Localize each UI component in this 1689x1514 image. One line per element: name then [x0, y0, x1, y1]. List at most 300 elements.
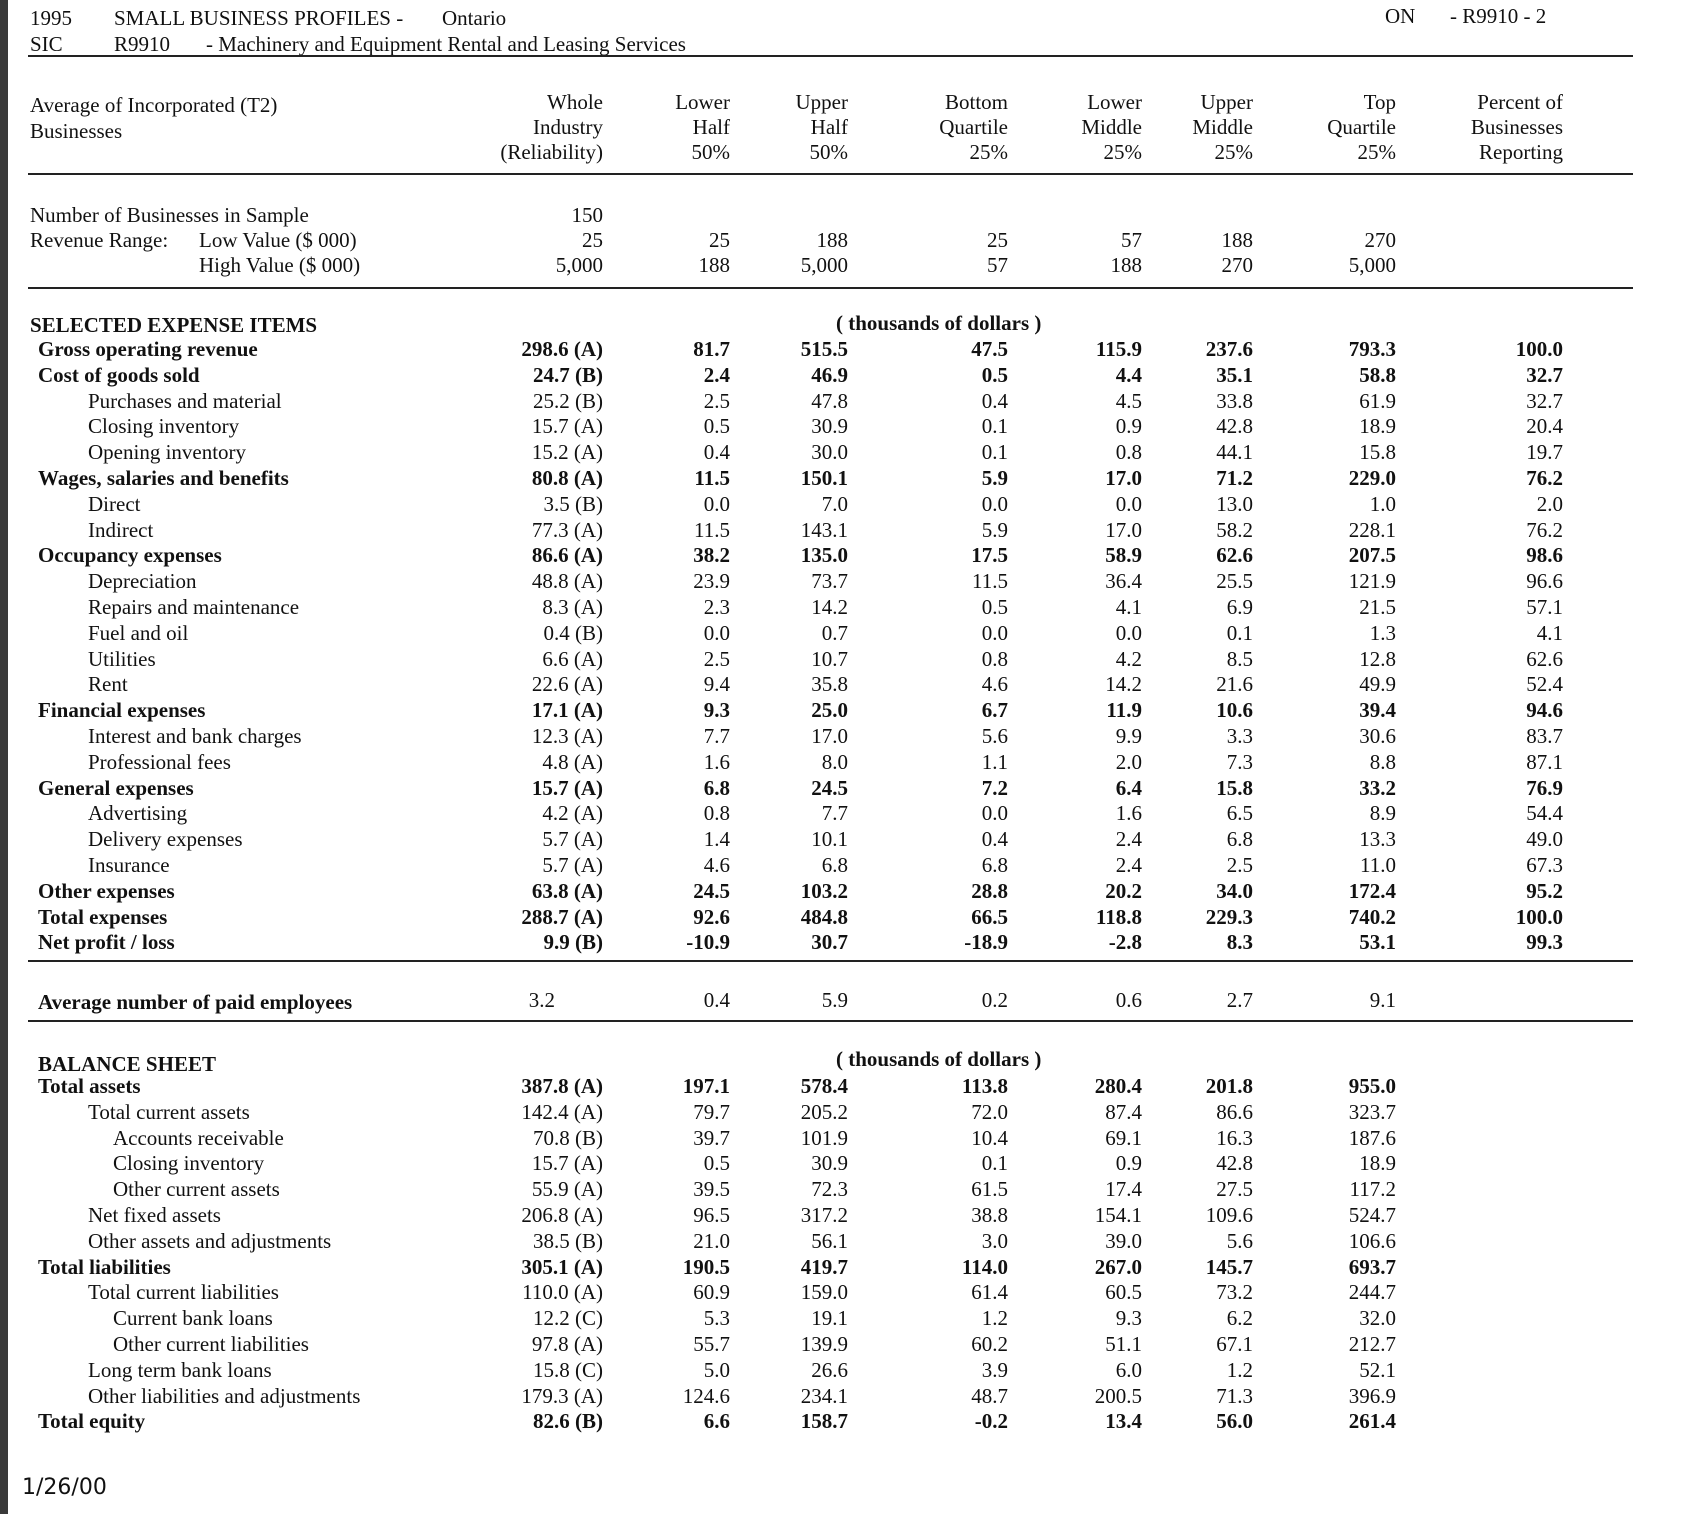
- cell-value: 5.7 (A): [542, 852, 603, 877]
- cell-value: 63.8 (A): [531, 878, 603, 903]
- cell-value: 55.9 (A): [531, 1177, 603, 1202]
- cell-value: 2.5: [703, 388, 730, 413]
- cell-value: 48.7: [971, 1383, 1008, 1408]
- table-row: [30, 750, 1563, 776]
- cell-value: 100.0: [1515, 337, 1563, 361]
- cell-value: 86.6 (A): [531, 543, 603, 568]
- sample-number-value: 150: [571, 203, 603, 227]
- row-label: Net fixed assets: [88, 1202, 221, 1227]
- cell-value: 5.0: [703, 1357, 730, 1382]
- cell-value: 76.9: [1526, 775, 1563, 800]
- cell-value: 28.8: [971, 878, 1008, 903]
- column-header-4-line-1: Middle: [1081, 115, 1142, 139]
- cell-value: 15.2 (A): [531, 440, 603, 465]
- cell-value: 54.4: [1526, 801, 1563, 826]
- cell-value: 9.9: [1115, 723, 1142, 748]
- cell-value: 0.1: [981, 1151, 1008, 1176]
- cell-value: 30.9: [811, 1151, 848, 1176]
- cell-value: 87.4: [1105, 1099, 1142, 1124]
- cell-value: 143.1: [800, 517, 848, 542]
- cell-value: 17.0: [1105, 465, 1142, 490]
- cell-value: 17.0: [1105, 517, 1142, 542]
- cell-value: 179.3 (A): [521, 1383, 603, 1408]
- cell-value: 77.3 (A): [531, 517, 603, 542]
- row-label: Financial expenses: [38, 698, 206, 723]
- cell-value: 25.2 (B): [533, 388, 603, 413]
- cell-value: 0.4: [981, 827, 1008, 852]
- cell-value: 207.5: [1348, 543, 1396, 568]
- cell-value: 11.5: [972, 569, 1008, 594]
- cell-value: 0.9: [1115, 414, 1142, 439]
- cell-value: 396.9: [1348, 1383, 1396, 1408]
- row-label: Delivery expenses: [88, 827, 243, 852]
- revenue-range-label: Revenue Range:: [30, 228, 169, 252]
- cell-value: 7.2: [981, 775, 1008, 800]
- cell-value: 61.4: [971, 1280, 1008, 1305]
- cell-value: 4.6: [981, 672, 1008, 697]
- expense-units-caption: ( thousands of dollars ): [836, 311, 1042, 335]
- cell-value: 5.6: [1226, 1228, 1253, 1253]
- employees-value: 9.1: [1369, 988, 1396, 1012]
- employees-value: 2.7: [1226, 988, 1253, 1012]
- row-label: Other current liabilities: [113, 1331, 309, 1356]
- cell-value: 4.4: [1115, 362, 1142, 387]
- row-label: Advertising: [88, 801, 188, 826]
- cell-value: 387.8 (A): [521, 1074, 603, 1098]
- cell-value: 298.6 (A): [521, 337, 603, 361]
- cell-value: 21.6: [1216, 672, 1253, 697]
- cell-value: 7.7: [703, 723, 730, 748]
- cell-value: 73.7: [811, 569, 848, 594]
- cell-value: 30.0: [811, 440, 848, 465]
- cell-value: 92.6: [693, 904, 730, 929]
- row-label: Accounts receivable: [113, 1125, 284, 1150]
- row-label: Insurance: [88, 852, 170, 877]
- cell-value: 955.0: [1348, 1074, 1396, 1098]
- cell-value: 2.4: [703, 362, 730, 387]
- row-label: Other assets and adjustments: [88, 1228, 332, 1253]
- cell-value: 72.3: [811, 1177, 848, 1202]
- table-row: [30, 1306, 1396, 1332]
- cell-value: 0.4: [981, 388, 1008, 413]
- cell-value: 5.6: [981, 723, 1008, 748]
- cell-value: 0.7: [821, 620, 848, 645]
- revenue-low-value: 57: [1121, 228, 1142, 252]
- table-row: [30, 801, 1563, 827]
- cell-value: 44.1: [1216, 440, 1253, 465]
- cell-value: 261.4: [1348, 1409, 1396, 1434]
- revenue-low-value: 25: [709, 228, 730, 252]
- cell-value: 0.4 (B): [543, 620, 603, 645]
- column-header-1-line-0: Lower: [675, 90, 730, 114]
- cell-value: 1.6: [1115, 801, 1142, 826]
- cell-value: 96.6: [1526, 569, 1563, 594]
- cell-value: 36.4: [1105, 569, 1142, 594]
- revenue-high-value: 5,000: [555, 253, 603, 277]
- cell-value: 71.3: [1216, 1383, 1253, 1408]
- table-row: [30, 569, 1563, 595]
- cell-value: 24.5: [693, 878, 730, 903]
- expense-table: [30, 337, 1563, 956]
- column-header-7-line-1: Businesses: [1470, 115, 1563, 139]
- cell-value: 17.5: [971, 543, 1008, 568]
- cell-value: 2.5: [1226, 852, 1253, 877]
- cell-value: 73.2: [1216, 1280, 1253, 1305]
- cell-value: 42.8: [1216, 414, 1253, 439]
- row-label: Closing inventory: [88, 414, 240, 439]
- row-label: Total current assets: [88, 1099, 250, 1124]
- cell-value: 66.5: [971, 904, 1008, 929]
- table-row: [30, 466, 1563, 492]
- cell-value: 419.7: [800, 1254, 848, 1279]
- revenue-low-value: 188: [816, 228, 848, 252]
- cell-value: 23.9: [693, 569, 730, 594]
- table-row: [30, 363, 1563, 389]
- cell-value: 24.5: [811, 775, 848, 800]
- cell-value: 229.3: [1205, 904, 1253, 929]
- cell-value: 578.4: [800, 1074, 848, 1098]
- row-label: Total expenses: [38, 904, 168, 929]
- header-year: 1995: [30, 6, 72, 30]
- cell-value: 212.7: [1348, 1331, 1396, 1356]
- table-row: [30, 698, 1563, 724]
- row-label: Depreciation: [88, 569, 197, 594]
- cell-value: 190.5: [682, 1254, 730, 1279]
- sample-number-label: Number of Businesses in Sample: [30, 203, 309, 227]
- cell-value: 0.9: [1115, 1151, 1142, 1176]
- column-header-5-line-1: Middle: [1192, 115, 1253, 139]
- row-label: Long term bank loans: [88, 1357, 272, 1382]
- employees-value: 0.2: [981, 988, 1008, 1012]
- balance-heading: BALANCE SHEET: [38, 1052, 216, 1076]
- column-header-0-line-2: (Reliability): [500, 140, 603, 164]
- cell-value: 484.8: [800, 904, 848, 929]
- column-header-6-line-1: Quartile: [1327, 115, 1396, 139]
- cell-value: 740.2: [1348, 904, 1396, 929]
- cell-value: 317.2: [800, 1202, 848, 1227]
- row-label: Repairs and maintenance: [88, 594, 300, 619]
- cell-value: 60.9: [693, 1280, 730, 1305]
- cell-value: 25.5: [1216, 569, 1253, 594]
- cell-value: 1.4: [703, 827, 730, 852]
- cell-value: 61.9: [1359, 388, 1396, 413]
- cell-value: 3.3: [1226, 723, 1253, 748]
- cell-value: 67.1: [1216, 1331, 1253, 1356]
- cell-value: 206.8 (A): [521, 1202, 603, 1227]
- cell-value: 267.0: [1094, 1254, 1142, 1279]
- cell-value: 33.2: [1359, 775, 1396, 800]
- cell-value: 96.5: [693, 1202, 730, 1227]
- cell-value: 4.1: [1536, 620, 1563, 645]
- cell-value: 237.6: [1205, 337, 1253, 361]
- cell-value: 106.6: [1348, 1228, 1396, 1253]
- cell-value: 121.9: [1348, 569, 1396, 594]
- cell-value: 47.5: [971, 337, 1008, 361]
- cell-value: 21.5: [1359, 594, 1396, 619]
- cell-value: 76.2: [1526, 465, 1563, 490]
- row-label: Other liabilities and adjustments: [88, 1383, 361, 1408]
- cell-value: 0.5: [981, 594, 1008, 619]
- cell-value: 17.4: [1105, 1177, 1142, 1202]
- cell-value: 21.0: [693, 1228, 730, 1253]
- cell-value: 20.2: [1105, 878, 1142, 903]
- row-label: Indirect: [88, 517, 154, 542]
- table-row: [30, 518, 1563, 544]
- table-row: [30, 1255, 1396, 1281]
- cell-value: 158.7: [800, 1409, 848, 1434]
- cell-value: 6.8: [821, 852, 848, 877]
- cell-value: 0.0: [1115, 620, 1142, 645]
- cell-value: 118.8: [1095, 904, 1142, 929]
- cell-value: 135.0: [800, 543, 848, 568]
- row-label: Total current liabilities: [88, 1280, 279, 1305]
- table-row: [30, 1177, 1396, 1203]
- cell-value: 0.8: [703, 801, 730, 826]
- row-label: Total assets: [38, 1074, 141, 1098]
- cell-value: 1.2: [981, 1306, 1008, 1331]
- employees-value: 3.2: [528, 988, 555, 1012]
- column-header-rule: [28, 173, 1633, 175]
- cell-value: 201.8: [1205, 1074, 1253, 1098]
- cell-value: 32.7: [1526, 388, 1563, 413]
- cell-value: 6.4: [1115, 775, 1142, 800]
- cell-value: 39.5: [693, 1177, 730, 1202]
- cell-value: 70.8 (B): [533, 1125, 603, 1150]
- revenue-low-value: 25: [987, 228, 1008, 252]
- cell-value: 7.3: [1226, 749, 1253, 774]
- table-row: [30, 827, 1563, 853]
- cell-value: 6.8: [1226, 827, 1253, 852]
- cell-value: 2.0: [1536, 491, 1563, 516]
- cell-value: 60.2: [971, 1331, 1008, 1356]
- employees-rule: [28, 1020, 1633, 1022]
- cell-value: 2.4: [1115, 827, 1142, 852]
- cell-value: 117.2: [1349, 1177, 1396, 1202]
- header-province-code: ON: [1385, 4, 1416, 28]
- table-row: [30, 724, 1563, 750]
- row-label: Utilities: [88, 646, 156, 671]
- cell-value: 159.0: [800, 1280, 848, 1305]
- cell-value: 154.1: [1094, 1202, 1142, 1227]
- column-header-1-line-1: Half: [692, 115, 730, 139]
- cell-value: 229.0: [1348, 465, 1396, 490]
- cell-value: 2.4: [1115, 852, 1142, 877]
- balance-units-caption: ( thousands of dollars ): [836, 1047, 1042, 1071]
- cell-value: 60.5: [1105, 1280, 1142, 1305]
- column-header-2-line-1: Half: [810, 115, 848, 139]
- cell-value: 46.9: [811, 362, 848, 387]
- table-row: [30, 672, 1563, 698]
- revenue-low-label: Low Value ($ 000): [199, 228, 357, 252]
- cell-value: 9.4: [703, 672, 730, 697]
- cell-value: 9.3: [703, 698, 730, 723]
- column-header-1-line-2: 50%: [691, 140, 730, 164]
- cell-value: -2.8: [1108, 930, 1142, 955]
- row-label: Direct: [88, 491, 141, 516]
- table-row: [30, 543, 1563, 569]
- cell-value: 9.3: [1115, 1306, 1142, 1331]
- column-header-4-line-0: Lower: [1087, 90, 1142, 114]
- column-header-0-line-1: Industry: [533, 115, 603, 139]
- cell-value: 58.2: [1216, 517, 1253, 542]
- revenue-high-value: 5,000: [1348, 253, 1396, 277]
- cell-value: 76.2: [1526, 517, 1563, 542]
- cell-value: 10.6: [1216, 698, 1253, 723]
- row-label: Other current assets: [113, 1177, 280, 1202]
- cell-value: 15.8: [1359, 440, 1396, 465]
- header-rule: [28, 55, 1633, 57]
- cell-value: 8.5: [1226, 646, 1253, 671]
- table-row: [30, 1332, 1396, 1358]
- cell-value: 8.8: [1369, 749, 1396, 774]
- table-row: [30, 853, 1563, 879]
- cell-value: 49.0: [1526, 827, 1563, 852]
- column-header-7-line-2: Reporting: [1479, 140, 1563, 164]
- cell-value: 8.9: [1369, 801, 1396, 826]
- table-row: [30, 337, 1563, 363]
- cell-value: 0.5: [703, 414, 730, 439]
- cell-value: 5.9: [981, 465, 1008, 490]
- table-row: [30, 647, 1563, 673]
- cell-value: 17.1 (A): [531, 698, 603, 723]
- column-header-5-line-0: Upper: [1200, 90, 1253, 114]
- cell-value: 0.0: [981, 491, 1008, 516]
- cell-value: 32.7: [1526, 362, 1563, 387]
- cell-value: 0.5: [703, 1151, 730, 1176]
- table-row: [30, 879, 1563, 905]
- cell-value: 27.5: [1216, 1177, 1253, 1202]
- employees-label: Average number of paid employees: [38, 990, 353, 1014]
- cell-value: 6.5: [1226, 801, 1253, 826]
- cell-value: 288.7 (A): [521, 904, 603, 929]
- cell-value: 11.5: [694, 517, 730, 542]
- cell-value: 12.8: [1359, 646, 1396, 671]
- revenue-low-value: 270: [1364, 228, 1396, 252]
- table-row: [30, 905, 1563, 931]
- cell-value: 8.0: [821, 749, 848, 774]
- cell-value: 200.5: [1094, 1383, 1142, 1408]
- cell-value: 1.0: [1369, 491, 1396, 516]
- revenue-low-value: 188: [1221, 228, 1253, 252]
- balance-table: [30, 1074, 1396, 1435]
- cell-value: 15.7 (A): [531, 775, 603, 800]
- cell-value: 6.6: [703, 1409, 730, 1434]
- cell-value: 24.7 (B): [533, 362, 603, 387]
- cell-value: 0.1: [981, 414, 1008, 439]
- cell-value: 524.7: [1348, 1202, 1396, 1227]
- cell-value: 22.6 (A): [531, 672, 603, 697]
- cell-value: 58.8: [1359, 362, 1396, 387]
- cell-value: 228.1: [1348, 517, 1396, 542]
- cell-value: 110.0 (A): [522, 1280, 603, 1305]
- cell-value: 4.5: [1115, 388, 1142, 413]
- cell-value: 98.6: [1526, 543, 1563, 568]
- table-row: [30, 1358, 1396, 1384]
- cell-value: 3.5 (B): [543, 491, 603, 516]
- cell-value: 0.8: [981, 646, 1008, 671]
- row-label: Other expenses: [38, 878, 175, 903]
- cell-value: 38.5 (B): [533, 1228, 603, 1253]
- cell-value: 305.1 (A): [521, 1254, 603, 1279]
- column-header-3-line-0: Bottom: [944, 90, 1008, 114]
- table-row: [30, 776, 1563, 802]
- cell-value: 32.0: [1359, 1306, 1396, 1331]
- cell-value: 6.7: [981, 698, 1008, 723]
- cell-value: 693.7: [1348, 1254, 1396, 1279]
- cell-value: 12.2 (C): [533, 1306, 603, 1331]
- cell-value: 19.7: [1526, 440, 1563, 465]
- cell-value: 47.8: [811, 388, 848, 413]
- table-row: [30, 440, 1563, 466]
- cell-value: 1.6: [703, 749, 730, 774]
- cell-value: 234.1: [800, 1383, 848, 1408]
- cell-value: 793.3: [1348, 337, 1396, 361]
- cell-value: 13.4: [1105, 1409, 1142, 1434]
- cell-value: 139.9: [800, 1331, 848, 1356]
- revenue-high-value: 57: [987, 253, 1008, 277]
- cell-value: 8.3: [1226, 930, 1253, 955]
- cell-value: 58.9: [1105, 543, 1142, 568]
- cell-value: 1.1: [981, 749, 1008, 774]
- cell-value: 79.7: [693, 1099, 730, 1124]
- cell-value: 42.8: [1216, 1151, 1253, 1176]
- cell-value: 205.2: [800, 1099, 848, 1124]
- cell-value: 15.8 (C): [533, 1357, 603, 1382]
- cell-value: 187.6: [1348, 1125, 1396, 1150]
- cell-value: 103.2: [800, 878, 848, 903]
- cell-value: 94.6: [1526, 698, 1563, 723]
- table-row: [30, 1100, 1396, 1126]
- column-header-6-line-2: 25%: [1357, 140, 1396, 164]
- cell-value: 34.0: [1216, 878, 1253, 903]
- cell-value: 0.4: [703, 440, 730, 465]
- cell-value: 114.0: [961, 1254, 1008, 1279]
- column-header-5-line-2: 25%: [1214, 140, 1253, 164]
- header-sic-description: - Machinery and Equipment Rental and Leasing Services: [206, 32, 686, 56]
- cell-value: 1.3: [1369, 620, 1396, 645]
- cell-value: 4.2: [1115, 646, 1142, 671]
- cell-value: 33.8: [1216, 388, 1253, 413]
- cell-value: 52.1: [1359, 1357, 1396, 1382]
- column-header-2-line-0: Upper: [795, 90, 848, 114]
- expense-rule: [28, 960, 1633, 962]
- cell-value: 6.8: [703, 775, 730, 800]
- cell-value: 197.1: [682, 1074, 730, 1098]
- table-row: [30, 492, 1563, 518]
- row-label: Current bank loans: [113, 1306, 273, 1331]
- cell-value: 0.8: [1115, 440, 1142, 465]
- cell-value: 83.7: [1526, 723, 1563, 748]
- cell-value: 0.0: [981, 801, 1008, 826]
- table-row: [30, 1203, 1396, 1229]
- cell-value: 1.2: [1226, 1357, 1253, 1382]
- header-region: Ontario: [442, 6, 507, 30]
- column-header-7-line-0: Percent of: [1477, 90, 1563, 114]
- column-header-3-line-1: Quartile: [939, 115, 1008, 139]
- cell-value: 4.2 (A): [542, 801, 603, 826]
- cell-value: 3.9: [981, 1357, 1008, 1382]
- cell-value: 26.6: [811, 1357, 848, 1382]
- cell-value: 2.3: [703, 594, 730, 619]
- cell-value: 55.7: [693, 1331, 730, 1356]
- revenue-high-label: High Value ($ 000): [199, 253, 361, 277]
- table-row: [30, 1074, 1396, 1100]
- cell-value: 48.8 (A): [531, 569, 603, 594]
- header-sic-code: R9910: [114, 32, 171, 56]
- cell-value: 9.9 (B): [543, 930, 603, 955]
- cell-value: 38.8: [971, 1202, 1008, 1227]
- row-label: Total liabilities: [38, 1254, 171, 1279]
